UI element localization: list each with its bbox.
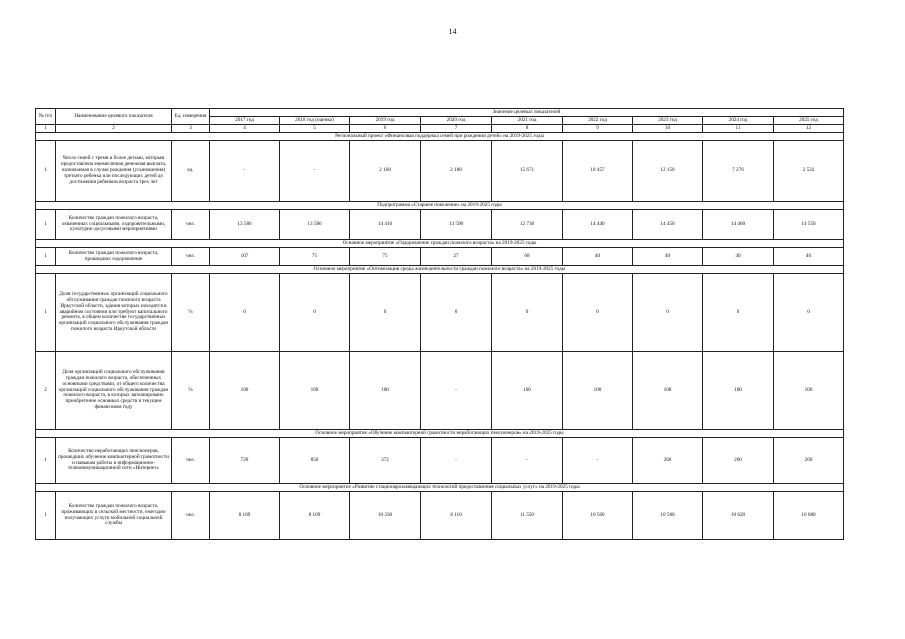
indicator-value: 0 — [633, 274, 703, 352]
indicator-value: - — [210, 141, 280, 202]
header-column-number: 12 — [774, 125, 844, 133]
header-values-group: Значение целевых показателей — [210, 109, 844, 117]
indicator-unit: чел. — [172, 438, 210, 484]
header-column-number: 7 — [421, 125, 492, 133]
indicator-name: Количество неработающих пенсионеров, прошедших обучение компьютерной грамотности и навыкам работы в информационно-телекоммуникационной сети «Интернет» — [56, 438, 172, 484]
table-row — [36, 210, 844, 240]
indicator-value: 14 440 — [563, 210, 633, 240]
section-title-row — [36, 240, 844, 248]
indicator-value: 0 — [280, 274, 350, 352]
indicator-value: 2 188 — [421, 141, 492, 202]
header-column-number: 6 — [350, 125, 421, 133]
indicator-value: 68 — [492, 248, 563, 266]
table-header — [36, 109, 844, 133]
indicator-value: 0 — [563, 274, 633, 352]
indicator-value: - — [280, 141, 350, 202]
indicator-value: 12 150 — [633, 141, 703, 202]
indicator-value: 100 — [563, 352, 633, 430]
indicator-value: 10 330 — [350, 492, 421, 540]
indicator-value: - — [492, 438, 563, 484]
row-number: 1 — [36, 274, 56, 352]
indicator-value: 0 — [210, 274, 280, 352]
header-year: 2017 год — [210, 117, 280, 125]
header-column-number: 1 — [36, 125, 56, 133]
header-year: 2025 год — [774, 117, 844, 125]
header-column-number: 9 — [563, 125, 633, 133]
indicator-value: 13 586 — [280, 210, 350, 240]
indicator-value: 0 — [774, 274, 844, 352]
indicator-value: 850 — [280, 438, 350, 484]
section-title-row — [36, 266, 844, 274]
indicator-value: 12 730 — [492, 210, 563, 240]
indicator-value: 260 — [703, 438, 774, 484]
indicator-name: Число семей с тремя и более детьми, которым предоставлена ежемесячная денежная выплата, назначаемая в случае рождения (усыновления) третьего ребенка или последующих детей до достижения ребенком возраста трех лет — [56, 141, 172, 202]
indicator-value: 27 — [421, 248, 492, 266]
section-title-row — [36, 133, 844, 141]
header-column-number: 2 — [56, 125, 172, 133]
header-column-number: 8 — [492, 125, 563, 133]
section-title-row — [36, 202, 844, 210]
section-title: Основное мероприятие «Оптимизация среды жизнедеятельности граждан пожилого возраста» на 2019-2025 годы — [36, 266, 844, 274]
row-number: 1 — [36, 210, 56, 240]
header-year: 2022 год — [563, 117, 633, 125]
indicator-value: 14 450 — [633, 210, 703, 240]
indicator-value: 14 410 — [350, 210, 421, 240]
section-title: Региональный проект «Финансовая поддержка семей при рождении детей» на 2019-2025 годы — [36, 133, 844, 141]
indicator-value: 720 — [210, 438, 280, 484]
header-year: 2021 год — [492, 117, 563, 125]
section-title: Основное мероприятие «Обучение компьютерной грамотности неработающих пенсионеров» на 2019-2025 годы — [36, 430, 844, 438]
header-column-number: 11 — [703, 125, 774, 133]
indicator-value: 14 550 — [774, 210, 844, 240]
indicator-value: 100 — [350, 352, 421, 430]
indicator-value: 0 — [350, 274, 421, 352]
indicator-value: 40 — [633, 248, 703, 266]
indicator-value: 0 — [703, 274, 774, 352]
row-number: 1 — [36, 248, 56, 266]
indicator-value: 8 109 — [210, 492, 280, 540]
indicator-value: 7 276 — [703, 141, 774, 202]
indicator-value: 0 — [492, 274, 563, 352]
indicator-value: 11 550 — [492, 492, 563, 540]
indicator-value: 14 460 — [703, 210, 774, 240]
indicator-value: 2 532 — [774, 141, 844, 202]
table-body — [36, 133, 844, 540]
table-row — [36, 352, 844, 430]
indicator-value: 8 109 — [280, 492, 350, 540]
header-column-number: 4 — [210, 125, 280, 133]
header-column-number: 10 — [633, 125, 703, 133]
header-column-numbers-row — [36, 125, 844, 133]
header-name: Наименование целевого показателя — [56, 109, 172, 125]
indicators-table — [35, 108, 844, 540]
indicator-value: 260 — [774, 438, 844, 484]
indicator-value: 107 — [210, 248, 280, 266]
header-year: 2018 год (оценка) — [280, 117, 350, 125]
indicator-value: 8 110 — [421, 492, 492, 540]
header-year: 2020 год — [421, 117, 492, 125]
indicator-value: - — [421, 438, 492, 484]
indicator-name: Количество граждан пожилого возраста, проживающих в сельской местности, ежегодно получающих услуги мобильной социальной службы — [56, 492, 172, 540]
indicator-unit: % — [172, 352, 210, 430]
indicator-value: 75 — [350, 248, 421, 266]
indicator-value: 18 457 — [563, 141, 633, 202]
indicator-value: 13 590 — [421, 210, 492, 240]
indicator-name: Доля государственных организаций социального обслуживания граждан пожилого возраста Иркутской области, здания которых находятся в аварийном состоянии или требуют капитального ремонта, в общем количестве государственных организаций социального обслуживания граждан пожилого возраста Иркутской области — [56, 274, 172, 352]
indicator-value: - — [421, 352, 492, 430]
table-row — [36, 141, 844, 202]
table-row — [36, 438, 844, 484]
table-row — [36, 274, 844, 352]
indicator-value: 75 — [280, 248, 350, 266]
header-column-number: 5 — [280, 125, 350, 133]
indicator-value: 15 671 — [492, 141, 563, 202]
indicator-unit: чел. — [172, 492, 210, 540]
row-number: 1 — [36, 492, 56, 540]
indicator-name: Доля организаций социального обслуживания граждан пожилого возраста, обеспеченных основными средствами, от общего количества организаций социального обслуживания граждан пожилого возраста, в которых запланировано приобретение основных средств в текущем финансовом году — [56, 352, 172, 430]
indicator-value: 10 620 — [703, 492, 774, 540]
indicator-value: 40 — [563, 248, 633, 266]
row-number: 2 — [36, 352, 56, 430]
indicator-unit: чел. — [172, 248, 210, 266]
indicator-value: 10 500 — [563, 492, 633, 540]
indicator-value: 100 — [280, 352, 350, 430]
section-title-row — [36, 430, 844, 438]
header-column-number: 3 — [172, 125, 210, 133]
indicator-value: 260 — [633, 438, 703, 484]
indicator-value: 100 — [633, 352, 703, 430]
header-num: № п/п — [36, 109, 56, 125]
indicator-unit: ед. — [172, 141, 210, 202]
indicator-value: 10 680 — [774, 492, 844, 540]
table-row — [36, 492, 844, 540]
indicator-value: 100 — [703, 352, 774, 430]
header-year: 2023 год — [633, 117, 703, 125]
section-title: Подпрограмма «Старшее поколение» на 2019-2025 годы — [36, 202, 844, 210]
indicator-value: 100 — [774, 352, 844, 430]
indicator-value: 372 — [350, 438, 421, 484]
indicator-value: 2 168 — [350, 141, 421, 202]
indicator-value: - — [563, 438, 633, 484]
section-title: Основное мероприятие «Развитие стационарозамещающих технологий предоставления социальных услуг» на 2019-2025 годы — [36, 484, 844, 492]
indicator-unit: % — [172, 274, 210, 352]
header-year: 2019 год — [350, 117, 421, 125]
section-title-row — [36, 484, 844, 492]
row-number: 1 — [36, 438, 56, 484]
indicator-value: 40 — [774, 248, 844, 266]
header-unit: Ед. измерения — [172, 109, 210, 125]
page-number: 14 — [448, 27, 457, 36]
indicator-value: 40 — [703, 248, 774, 266]
indicator-value: 13 586 — [210, 210, 280, 240]
indicator-name: Количество граждан пожилого возраста, охваченных социальными, оздоровительными, культурно-досуговыми мероприятиями — [56, 210, 172, 240]
section-title: Основное мероприятие «Оздоровление граждан пожилого возраста» на 2019-2025 годы — [36, 240, 844, 248]
indicator-unit: чел. — [172, 210, 210, 240]
indicator-name: Количество граждан пожилого возраста, прошедших оздоровление — [56, 248, 172, 266]
indicator-value: 10 580 — [633, 492, 703, 540]
row-number: 1 — [36, 141, 56, 202]
indicator-value: 0 — [421, 274, 492, 352]
indicator-value: 100 — [210, 352, 280, 430]
header-year: 2024 год — [703, 117, 774, 125]
indicator-value: 100 — [492, 352, 563, 430]
table-row — [36, 248, 844, 266]
